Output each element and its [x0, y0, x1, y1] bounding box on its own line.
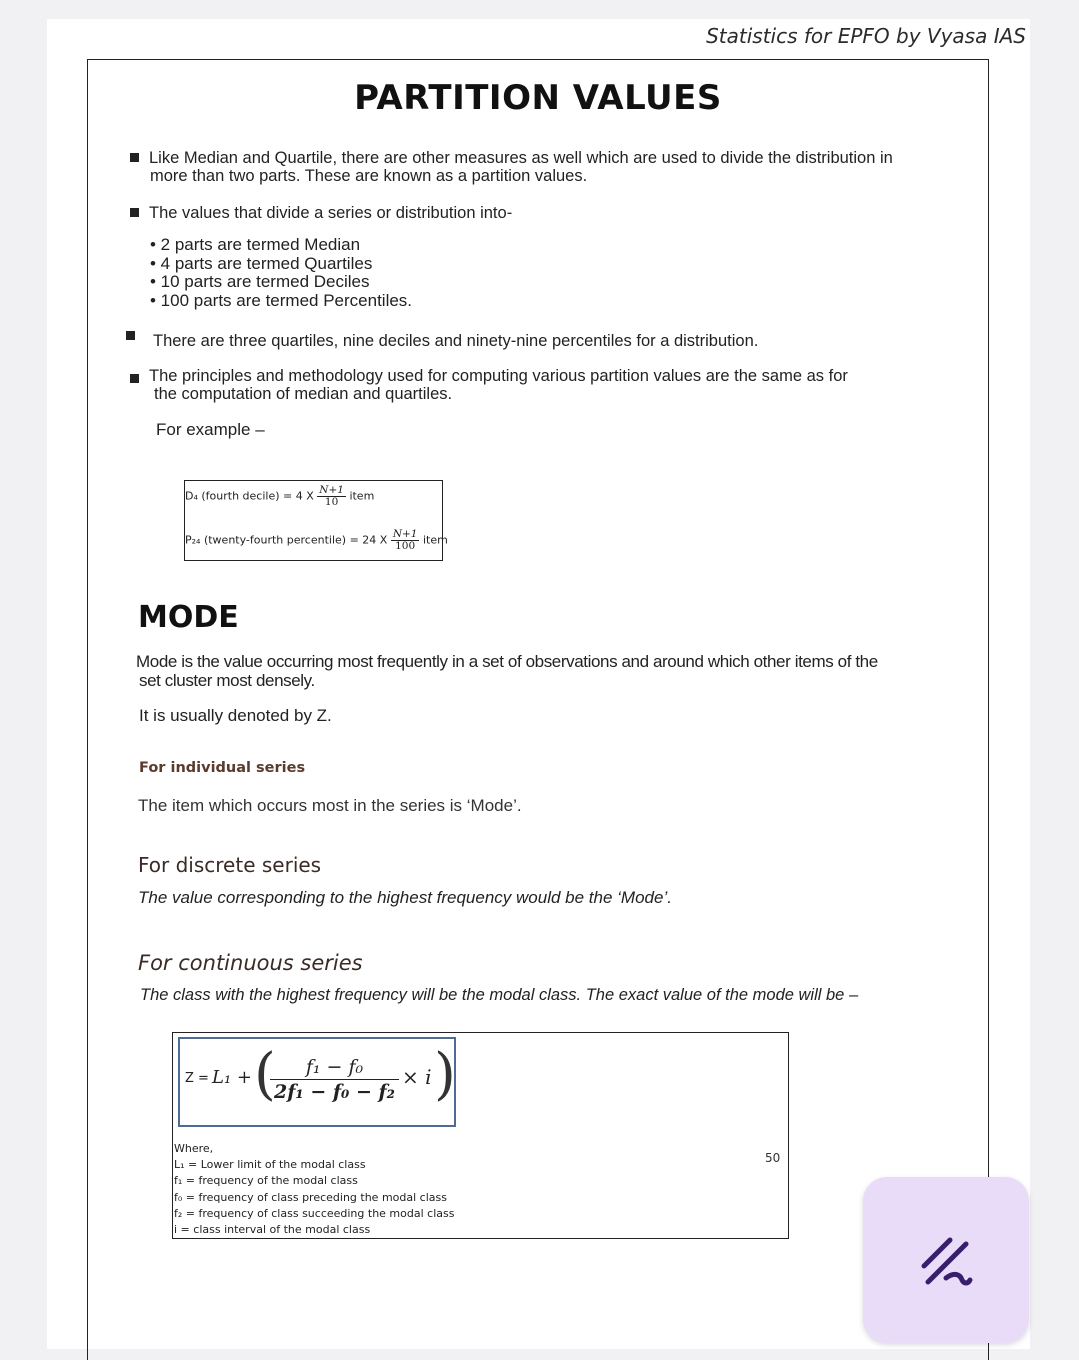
list-item: • 2 parts are termed Median	[150, 235, 361, 254]
square-bullet-icon	[130, 208, 139, 217]
edit-fab-button[interactable]	[863, 1177, 1029, 1343]
pen-edit-icon	[914, 1228, 978, 1292]
mode-description: Mode is the value occurring most frequently in a set of observations and around which other items of the set cluster most densely.	[136, 652, 878, 690]
square-bullet-icon	[126, 331, 135, 340]
left-paren-icon: (	[254, 1042, 276, 1107]
list-item: • 10 parts are termed Deciles	[150, 272, 370, 292]
list-item: • 100 parts are termed Percentiles.	[150, 291, 413, 311]
individual-series-text: The item which occurs most in the series is ‘Mode’.	[138, 796, 522, 815]
continuous-series-heading: For continuous series	[138, 951, 363, 975]
example-label: For example –	[156, 420, 265, 439]
mode-formula: Z = L₁ + ( f₁ − f₀ 2f₁ − f₀ − f₂ × i )	[178, 1037, 456, 1127]
bullet-3: There are three quartiles, nine deciles and ninety-nine percentiles for a distribution.	[126, 331, 971, 350]
individual-series-heading: For individual series	[139, 760, 306, 776]
percentile-formula: P₂₄ (twenty-fourth percentile) = 24 X $\frac{N+1}{100}$ item	[185, 528, 448, 552]
square-bullet-icon	[130, 153, 139, 162]
square-bullet-icon	[130, 374, 139, 383]
right-paren-icon: )	[434, 1042, 456, 1107]
discrete-series-text: The value corresponding to the highest frequency would be the ‘Mode’.	[138, 888, 672, 907]
running-header: Statistics for EPFO by Vyasa IAS	[706, 24, 1026, 48]
section-title-partition: PARTITION VALUES	[354, 78, 722, 118]
parts-list	[150, 236, 412, 311]
mode-formula-box	[172, 1032, 789, 1239]
mode-denotation: It is usually denoted by Z.	[139, 706, 332, 725]
bullet-4: The principles and methodology used for computing various partition values are the same as for the computation of median and quartiles.	[130, 367, 975, 403]
partition-formula-box	[184, 480, 448, 561]
content-frame	[87, 59, 989, 1360]
continuous-series-text: The class with the highest frequency will be the modal class. The exact value of the mode will be –	[140, 986, 859, 1004]
decile-formula: D₄ (fourth decile) = 4 X $\frac{N+1}{10}$ item	[185, 484, 375, 508]
list-item: • 4 parts are termed Quartiles	[150, 253, 373, 273]
bullet-1: Like Median and Quartile, there are other measures as well which are used to divide the distribution in more than two parts. These are known as a partition values.	[130, 149, 975, 185]
formula-legend: Where, L₁ = Lower limit of the modal class f₁ = frequency of the modal class f₀ = frequency of class preceding the modal class f₂ = frequency of class succeeding the modal class i = class interval of the modal class	[174, 1142, 455, 1237]
document-page	[47, 19, 1030, 1349]
page-number: 50	[765, 1151, 781, 1165]
discrete-series-heading: For discrete series	[138, 853, 322, 877]
bullet-2: The values that divide a series or distribution into-	[130, 204, 975, 222]
section-title-mode: MODE	[138, 600, 239, 635]
